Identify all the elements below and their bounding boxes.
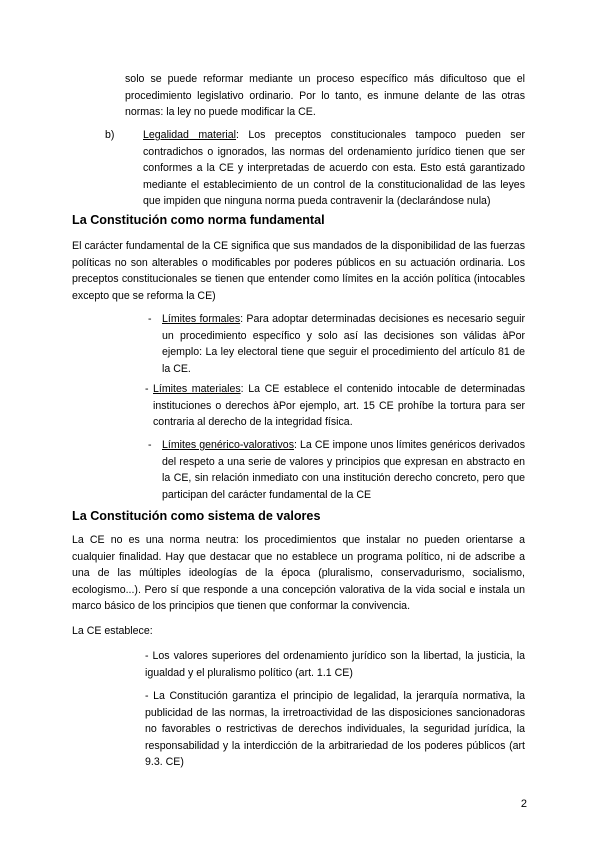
bullet-title: Límites materiales — [153, 383, 241, 395]
bullet-text: : Para adoptar determinadas decisiones es necesario seguir un procedimiento específico y solo así las decisiones son válidas àPor ejemplo: La ley electoral tiene que seguir el procedimiento del artículo 81 de la CE. — [162, 313, 526, 375]
section-heading-norma-fundamental: La Constitución como norma fundamental — [72, 213, 325, 227]
bullet-limites-materiales — [153, 381, 525, 431]
item-b-title: Legalidad material — [143, 129, 237, 141]
bullet-dash: - — [148, 439, 152, 451]
bullet-dash: - — [145, 383, 149, 395]
item-b-text: : Los preceptos constitucionales tampoco pueden ser contradichos o ignorados, las normas del ordenamiento jurídico tienen que ser conformes a la CE y interpretadas de acuerdo con esta. Esto está garantizado mediante el establecimiento de un control de la constitucionalidad de las leyes que impiden que ninguna norma pueda contravenir la (declarándose nula) — [143, 129, 525, 208]
bullet-text: : La CE impone unos límites genéricos derivados del respeto a una serie de valores y principios que expresan en abstracto en la CE, sin relación inmediato con una institución derecho concreto, pero que participan del carácter fundamental de la CE — [162, 439, 525, 501]
section-heading-sistema-valores: La Constitución como sistema de valores — [72, 509, 321, 523]
bullet-title: Límites genérico-valorativos — [162, 439, 294, 451]
bullet-dash: - — [148, 313, 152, 325]
section2-paragraph: La CE no es una norma neutra: los procedimientos que instalar no pueden orientarse a cualquier finalidad. Hay que destacar que no establece un programa político, ni de adscribe a una de las múltiples ideologías de la época (pluralismo, conservadurismo, socialismo, ecologismo...). Pero sí que responde a una concepción valorativa de la vida social e instala un marco básico de los principios que tienen que conformar la convivencia. — [72, 534, 525, 613]
bullet-title: Límites formales — [162, 313, 241, 325]
item-b-paragraph — [143, 127, 525, 210]
bullet-limites-formales — [162, 311, 525, 377]
bullet-limites-generico-valorativos — [162, 437, 525, 503]
section2-intro: La CE establece: — [72, 625, 153, 637]
section1-paragraph: El carácter fundamental de la CE significa que sus mandados de la disponibilidad de las fuerzas políticas no son alterables o modificables por poderes públicos en su actuación ordinaria. Los preceptos constitucionales se tienen que entender como límites en la acción política (intocables excepto que se reforma la CE) — [72, 240, 525, 302]
continued-paragraph: solo se puede reformar mediante un proceso específico más dificultoso que el procedimiento legislativo ordinario. Por lo tanto, es inmune delante de las otras normas: la ley no puede modificar la CE. — [125, 73, 525, 119]
bullet-valores-superiores: - Los valores superiores del ordenamiento jurídico son la libertad, la justicia, la igualdad y el pluralismo político (art. 1.1 CE) — [145, 650, 525, 679]
item-b-marker: b) — [105, 129, 115, 141]
bullet-principio-legalidad: - La Constitución garantiza el principio de legalidad, la jerarquía normativa, la publicidad de las normas, la irretroactividad de las disposiciones sancionadoras no favorables o restrictivas de derechos individuales, la seguridad jurídica, la responsabilidad y la interdicción de la arbitrariedad de los poderes públicos (art 9.3. CE) — [145, 690, 525, 769]
page-number: 2 — [520, 798, 527, 810]
bullet-text: : La CE establece el contenido intocable de determinadas instituciones o derechos àPor ejemplo, art. 15 CE prohíbe la tortura para ser contraria al derecho de la integridad física. — [153, 383, 525, 429]
